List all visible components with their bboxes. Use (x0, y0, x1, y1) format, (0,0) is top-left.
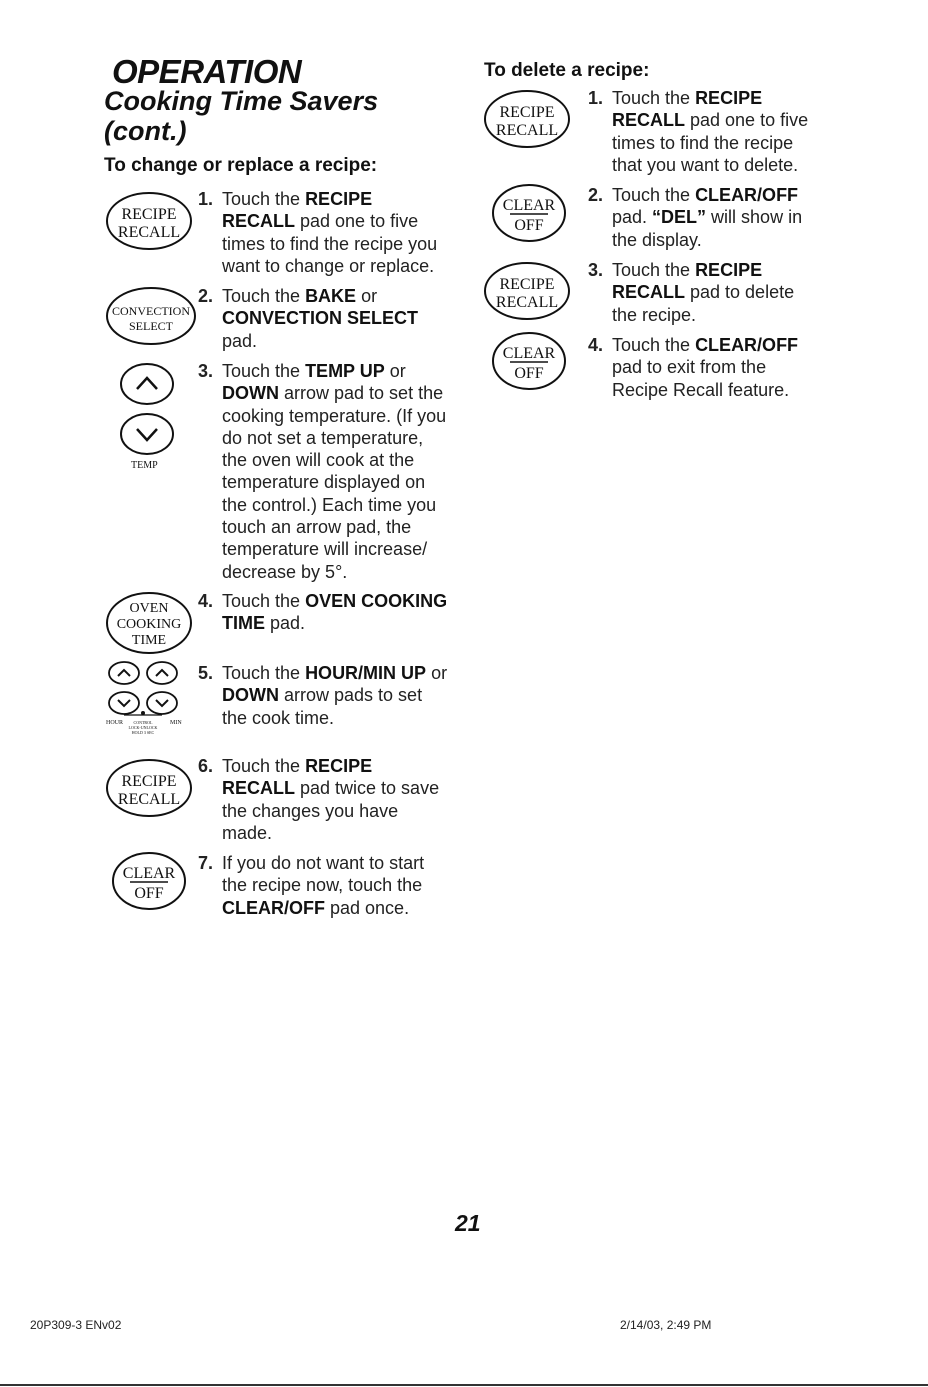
pad-label-line2: RECALL (495, 122, 559, 139)
svg-text:HOLD 3 SEC: HOLD 3 SEC (131, 730, 155, 735)
pad-label-line2: RECALL (117, 224, 181, 241)
delete-recipe-heading: To delete a recipe: (484, 60, 650, 81)
recipe-recall-pad-icon (482, 88, 572, 150)
page-title-line1: Cooking Time Savers (104, 86, 379, 116)
change-step-7: 7. If you do not want to start the recipe now, touch the CLEAR/OFF pad once. (198, 853, 425, 918)
oven-cooking-time-pad-icon (104, 590, 194, 656)
footer-timestamp: 2/14/03, 2:49 PM (620, 1318, 712, 1332)
change-step-5: 5. Touch the HOUR/MIN UP or DOWN arrow pads to set the cook time. (198, 663, 448, 728)
section-title: OPERATION (112, 53, 302, 90)
convection-select-pad-icon (104, 285, 198, 347)
temp-up-arrow-icon (119, 362, 175, 406)
pad-label-line3: TIME (131, 633, 167, 648)
pad-label-line1: RECIPE (121, 773, 177, 790)
svg-text:TEMP: TEMP (131, 460, 158, 471)
page-number: 21 (455, 1210, 481, 1236)
pad-label-line1: CLEAR (502, 197, 556, 214)
delete-step-2: 2. Touch the CLEAR/OFF pad. “DEL” will show in the display. (588, 185, 803, 250)
svg-text:CONTROL: CONTROL (133, 720, 153, 725)
pad-label-line2: OFF (514, 365, 544, 382)
page-title (104, 86, 404, 146)
delete-step-3: 3. Touch the RECIPE RECALL pad to delete the recipe. (588, 260, 795, 325)
pad-label-line2: SELECT (129, 319, 173, 333)
pad-label-line1: RECIPE (121, 206, 177, 223)
change-step-4: 4. Touch the OVEN COOKING TIME pad. (198, 591, 448, 634)
clear-off-pad-icon (490, 330, 568, 392)
pad-label-line2: COOKING (116, 617, 182, 632)
svg-text:LOCK-UNLOCK: LOCK-UNLOCK (128, 725, 158, 730)
change-recipe-heading: To change or replace a recipe: (104, 155, 378, 176)
change-step-1: 1. Touch the RECIPE RECALL pad one to five times to find the recipe you want to change or replace. (198, 189, 438, 276)
pad-label-line1: RECIPE (499, 104, 555, 121)
hour-min-arrow-pads-icon (104, 660, 204, 736)
svg-text:MIN: MIN (170, 720, 182, 726)
pad-label-line2: RECALL (117, 791, 181, 808)
footer-doc-code: 20P309-3 ENv02 (30, 1318, 122, 1332)
pad-label-line1: CONVECTION (112, 304, 190, 318)
recipe-recall-pad-icon (104, 190, 194, 252)
pad-label-line1: CLEAR (502, 345, 556, 362)
temp-label (131, 457, 171, 471)
change-step-2: 2. Touch the BAKE or CONVECTION SELECT pad. (198, 286, 419, 351)
change-step-3: 3. Touch the TEMP UP or DOWN arrow pad to set the cooking temperature. (If you do not set a temperature, the oven will cook at the temperature displayed on the control.) Each time you touch an arrow pad, the temperature will increase/ decrease by 5°. (198, 361, 447, 582)
change-step-6: 6. Touch the RECIPE RECALL pad twice to save the changes you have made. (198, 756, 440, 843)
pad-label-line1: RECIPE (499, 276, 555, 293)
clear-off-pad-icon (490, 182, 568, 244)
svg-text:HOUR: HOUR (106, 720, 124, 726)
pad-label-line2: RECALL (495, 294, 559, 311)
recipe-recall-pad-icon (104, 757, 194, 819)
pad-label-line1: OVEN (129, 601, 169, 616)
bottom-divider (0, 1384, 928, 1386)
clear-off-pad-icon (110, 850, 188, 912)
pad-label-line1: CLEAR (122, 865, 176, 882)
page-title-line2: (cont.) (104, 116, 187, 146)
delete-step-4: 4. Touch the CLEAR/OFF pad to exit from the Recipe Recall feature. (588, 335, 799, 400)
recipe-recall-pad-icon (482, 260, 572, 322)
pad-label-line2: OFF (514, 217, 544, 234)
delete-step-1: 1. Touch the RECIPE RECALL pad one to five times to find the recipe that you want to delete. (588, 88, 809, 175)
pad-label-line2: OFF (134, 885, 164, 902)
temp-down-arrow-icon (119, 412, 175, 456)
